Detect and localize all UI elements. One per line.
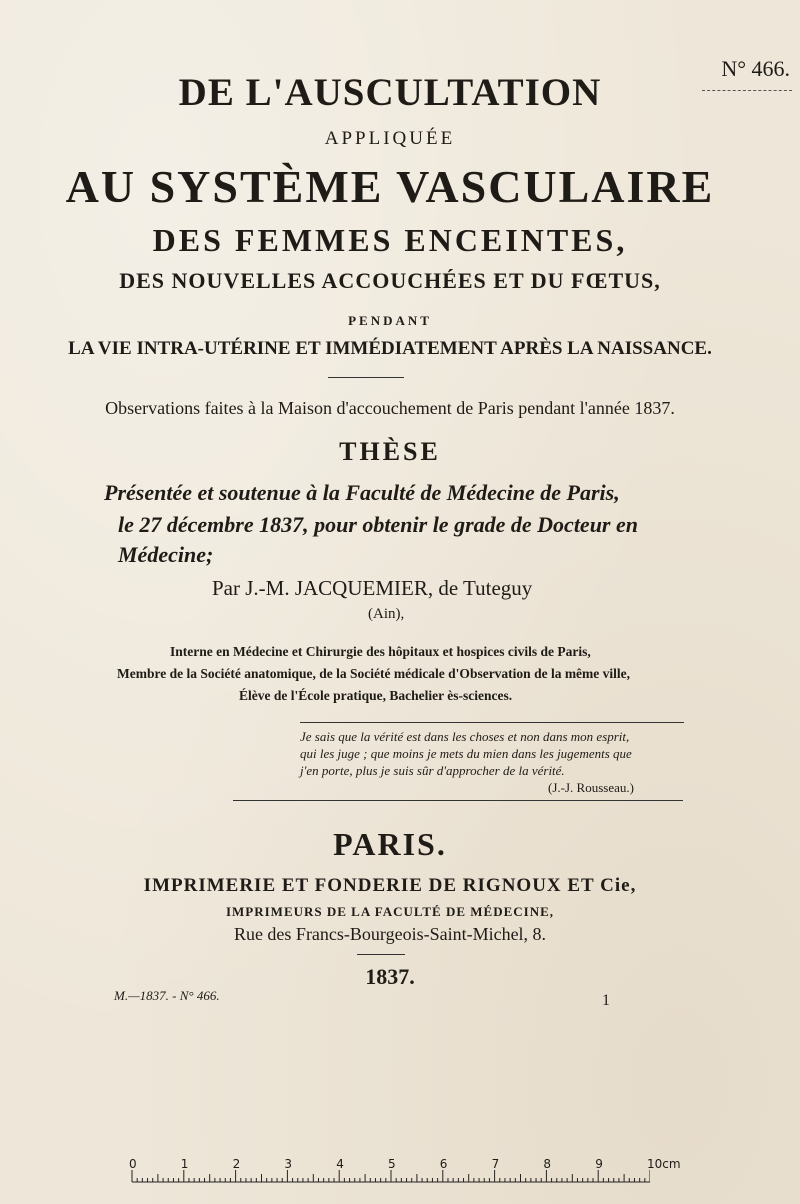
title-line-5: DES NOUVELLES ACCOUCHÉES ET DU FŒTUS,	[119, 268, 661, 293]
author-credential-1: Interne en Médecine et Chirurgie des hôpitaux et hospices civils de Paris,	[170, 644, 591, 659]
presentation-line-1: Présentée et soutenue à la Faculté de Médecine de Paris,	[104, 480, 620, 505]
presentation-line-2: le 27 décembre 1837, pour obtenir le grade de Docteur en	[118, 512, 638, 537]
epigraph	[300, 728, 680, 779]
title-divider	[328, 377, 404, 378]
imprint-printer-role: IMPRIMEURS DE LA FACULTÉ DE MÉDECINE,	[225, 904, 555, 919]
ruler-label: 6	[439, 1157, 448, 1171]
title-line-6: PENDANT	[348, 313, 432, 328]
ruler-label: 9	[595, 1157, 603, 1171]
ruler-label: 3	[284, 1157, 293, 1171]
these-heading: THÈSE	[339, 437, 441, 466]
presentation-line-3: Médecine;	[118, 542, 214, 567]
title-line-1: DE L'AUSCULTATION	[178, 71, 602, 114]
ruler-label: 2	[232, 1157, 241, 1171]
imprint-city: PARIS.	[333, 826, 447, 862]
epigraph-line-1: Je sais que la vérité est dans les choses et non dans mon esprit,	[300, 729, 630, 744]
ruler-label: 0	[129, 1157, 137, 1171]
epigraph-line-3: j'en porte, plus je suis sûr d'approcher de la vérité.	[300, 763, 565, 778]
imprint-divider	[357, 954, 405, 955]
imprint-year: 1837.	[365, 964, 415, 989]
ruler-label: 4	[336, 1157, 344, 1171]
ruler-label: 7	[491, 1157, 500, 1171]
title-line-4: DES FEMMES ENCEINTES,	[152, 222, 628, 258]
document-number: N° 466.	[721, 56, 790, 81]
observations-line: Observations faites à la Maison d'accouchement de Paris pendant l'année 1837.	[105, 398, 675, 418]
catalog-mark: M.—1837. - N° 466.	[114, 988, 220, 1003]
ruler-label: 10cm	[647, 1157, 681, 1171]
author-byline: Par J.-M. JACQUEMIER, de Tuteguy	[212, 576, 533, 600]
title-line-3: AU SYSTÈME VASCULAIRE	[65, 161, 715, 212]
epigraph-line-2: qui les juge ; que moins je mets du mien dans les jugements que	[300, 746, 632, 761]
imprint-printer: IMPRIMERIE ET FONDERIE DE RIGNOUX ET Cie,	[143, 875, 637, 896]
ruler-label: 8	[543, 1157, 552, 1171]
epigraph-attribution: (J.-J. Rousseau.)	[548, 780, 634, 795]
author-credential-2: Membre de la Société anatomique, de la Société médicale d'Observation de la même ville,	[117, 666, 631, 681]
author-region: (Ain),	[368, 606, 405, 622]
ruler-label: 5	[388, 1157, 396, 1171]
signature-mark: 1	[602, 992, 610, 1009]
ruler-label: 1	[180, 1157, 189, 1171]
title-line-2: APPLIQUÉE	[324, 128, 456, 149]
author-credential-3: Élève de l'École pratique, Bachelier ès-sciences.	[239, 688, 513, 703]
imprint-address: Rue des Francs-Bourgeois-Saint-Michel, 8.	[233, 924, 547, 944]
epigraph-bottom-rule	[233, 800, 683, 801]
title-line-7: LA VIE INTRA-UTÉRINE ET IMMÉDIATEMENT APRÈS LA NAISSANCE.	[68, 338, 712, 359]
epigraph-top-rule	[300, 722, 684, 723]
